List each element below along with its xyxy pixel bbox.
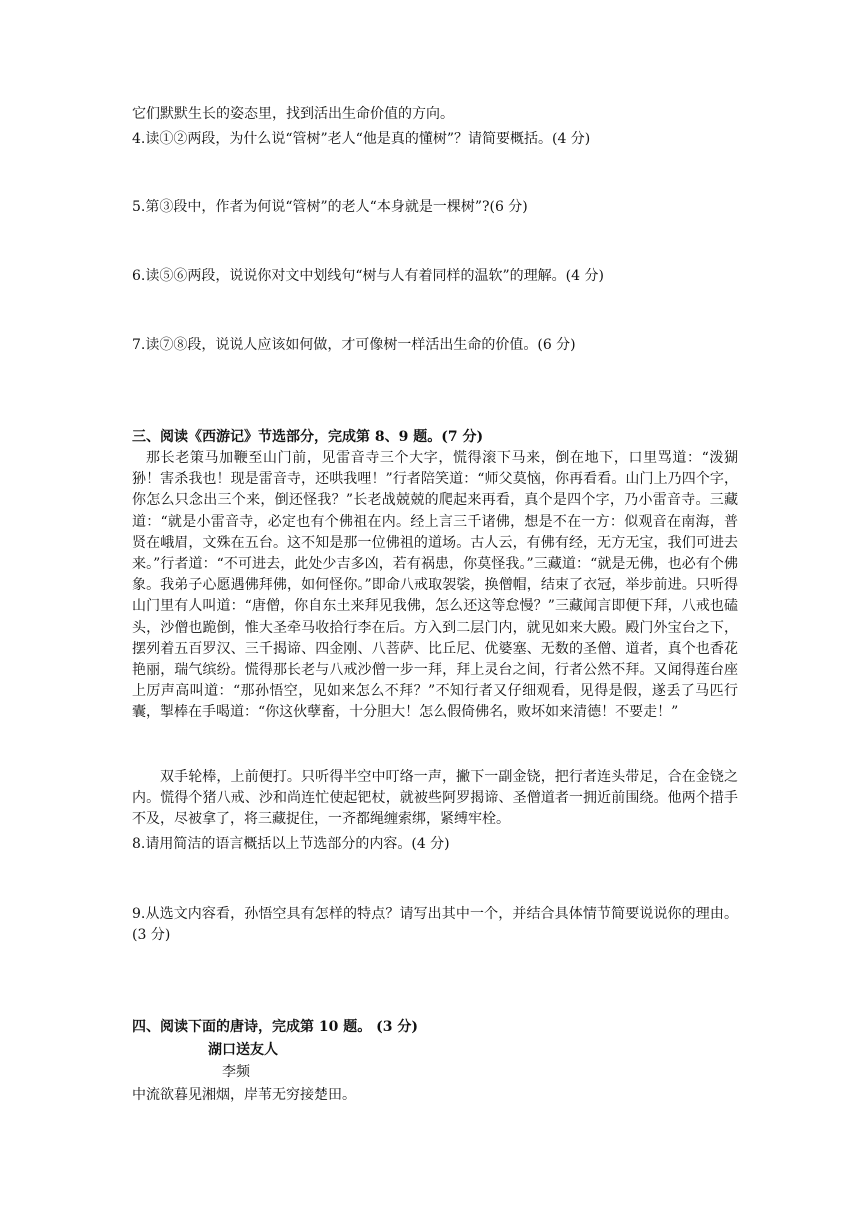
question-4: 4.读①②两段，为什么说“管树”老人“他是真的懂树”？请简要概括。(4 分): [132, 131, 591, 147]
section-4-heading: 四、阅读下面的唐诗，完成第 10 题。 (3 分): [132, 1019, 418, 1035]
poem-line-1: 中流欲暮见湘烟，岸苇无穷接楚田。: [132, 1087, 356, 1103]
passage-paragraph-1: 那长老策马加鞭至山门前，见雷音寺三个大字，慌得滚下马来，倒在地下，口里骂道：“泼猢狲！害杀我也！现是雷音寺，还哄我哩！”行者陪笑道：“师父莫恼，你再看看。山门上乃四个字，你怎么只念出三个来，倒还怪我？”长老战兢兢的爬起来再看，真个是四个字，乃小雷音寺。三藏道：“就是小雷音寺，必定也有个佛祖在内。经上言三千诸佛，想是不在一方：似观音在南海，普贤在峨眉，文殊在五台。这不知是那一位佛祖的道场。古人云，有佛有经，无方无宝，我们可进去来。”行者道：“不可进去，此处少吉多凶，若有祸患，你莫怪我。”三藏道：“就是无佛，也必有个佛象。我弟子心愿遇佛拜佛，如何怪你。”即命八戒取袈裟，换僧帽，结束了衣冠，举步前进。只听得山门里有人叫道：“唐僧，你自东土来拜见我佛，怎么还这等怠慢？”三藏闻言即便下拜，八戒也磕头，沙僧也跪倒，惟大圣牵马收拾行李在后。方入到二层门内，就见如来大殿。殿门外宝台之下，摆列着五百罗汉、三千揭谛、四金刚、八菩萨、比丘尼、优婆塞、无数的圣僧、道者，真个也香花艳丽，瑞气缤纷。慌得那长老与八戒沙僧一步一拜，拜上灵台之间，行者公然不拜。又闻得莲台座上厉声高叫道：“那孙悟空，见如来怎么不拜？”不知行者又仔细观看，见得是假，遂丢了马匹行囊，掣棒在手喝道：“你这伙孽畜，十分胆大！怎么假倚佛名，败坏如来清德！不要走！”: [132, 450, 738, 721]
passage-paragraph-2: 双手轮棒，上前便打。只听得半空中叮络一声，撇下一副金铙，把行者连头带足，合在金铙之内。慌得个猪八戒、沙和尚连忙使起钯杖，就被些阿罗揭谛、圣僧道者一拥近前围绕。他两个措手不及，尽被拿了，将三藏捉住，一齐都绳缠索绑，紧缚牢栓。: [132, 769, 738, 828]
question-6: 6.读⑤⑥两段，说说你对文中划线句“树与人有着同样的温软”的理解。(4 分): [132, 268, 604, 284]
question-8: 8.请用简洁的语言概括以上节选部分的内容。(4 分): [132, 836, 450, 852]
passage-tail-line: 它们默默生长的姿态里，找到活出生命价值的方向。: [132, 106, 454, 122]
question-5: 5.第③段中，作者为何说“管树”的老人“本身就是一棵树”?(6 分): [132, 199, 528, 215]
question-7: 7.读⑦⑧段，说说人应该如何做，才可像树一样活出生命的价值。(6 分): [132, 337, 576, 353]
poem-author: 李频: [222, 1064, 250, 1080]
poem-title: 湖口送友人: [208, 1042, 278, 1058]
section-3-heading: 三、阅读《西游记》节选部分，完成第 8、9 题。(7 分): [132, 429, 484, 445]
question-9: 9.从选文内容看，孙悟空具有怎样的特点？请写出其中一个，并结合具体情节简要说说你的理由。(3 分): [132, 906, 738, 944]
